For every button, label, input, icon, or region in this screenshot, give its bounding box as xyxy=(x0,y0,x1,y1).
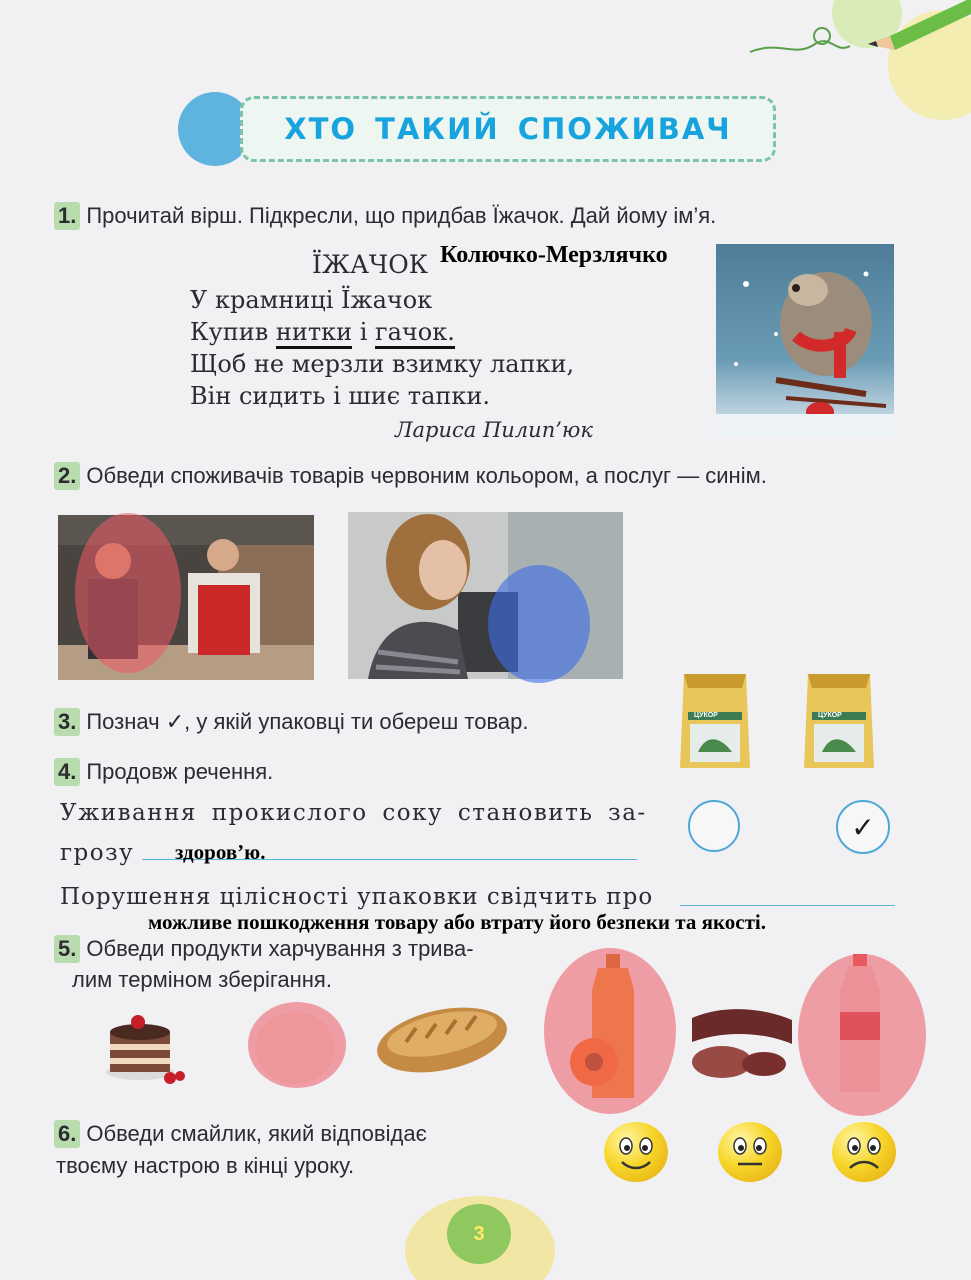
task-3-text-start: Познач xyxy=(86,709,166,734)
happy-smiley-face xyxy=(604,1122,668,1182)
page-title: ХТО ТАКИЙ СПОЖИВАЧ xyxy=(284,112,732,146)
sugar-package-right xyxy=(800,668,878,774)
task-6-number: 6. xyxy=(54,1120,80,1148)
sentence-1-line-1: Уживання прокислого соку становить за- xyxy=(60,800,647,826)
hedgehog-name-answer: Колючко-Мерзлячко xyxy=(440,242,668,268)
task-2-number: 2. xyxy=(54,462,80,490)
neutral-smiley-face xyxy=(718,1122,782,1182)
package-right-choice[interactable] xyxy=(836,800,890,854)
poem-author: Лариса Пилип’юк xyxy=(395,418,593,442)
poem-title: ЇЖАЧОК xyxy=(312,250,429,279)
poem-line-2 xyxy=(190,318,455,346)
cake-image xyxy=(100,1002,190,1088)
bread-image xyxy=(372,998,512,1078)
sentence-2: Порушення цілісності упаковки свідчить про xyxy=(60,884,654,910)
red-circle-water xyxy=(798,954,926,1116)
task-3-number: 3. xyxy=(54,708,80,736)
package-left-choice[interactable] xyxy=(688,800,740,852)
task-3-heading xyxy=(54,708,529,737)
sad-smiley-face xyxy=(832,1122,896,1182)
task-4-number: 4. xyxy=(54,758,80,786)
pencil-icon xyxy=(740,0,971,80)
task-1-text: Прочитай вірш. Підкресли, що придбав Їжачок. Дай йому ім’я. xyxy=(86,203,717,228)
task-1-heading xyxy=(54,202,716,230)
page-title-box xyxy=(240,96,776,162)
task-5-text-line-2: лим терміном зберігання. xyxy=(72,967,332,992)
page-number-badge xyxy=(447,1204,511,1264)
task-6-text-line-1: Обведи смайлик, який відповідає xyxy=(86,1121,427,1146)
red-circle-milk xyxy=(248,1002,346,1088)
poem-line-2-start: Купив xyxy=(190,318,276,346)
poem-line-4: Він сидить і шиє тапки. xyxy=(190,382,491,410)
task-5-text-line-1: Обведи продукти харчування з трива- xyxy=(86,936,474,961)
red-circle-customer xyxy=(75,513,181,673)
task-2-text: Обведи споживачів товарів червоним кольором, а послуг — синім. xyxy=(86,463,767,488)
sugar-label-left: ЦУКОР xyxy=(694,712,718,719)
task-2-heading xyxy=(54,462,767,490)
task-4-text: Продовж речення. xyxy=(86,759,274,784)
blue-circle-client xyxy=(488,565,590,683)
poem-line-3: Щоб не мерзли взимку лапки, xyxy=(190,350,575,378)
selected-check-icon: ✓ xyxy=(851,810,875,844)
task-6-heading xyxy=(54,1120,427,1148)
sugar-label-right: ЦУКОР xyxy=(818,712,842,719)
underlined-threads: нитки xyxy=(276,318,352,349)
task-5-heading xyxy=(54,935,474,963)
poem-line-2-and: і xyxy=(352,318,376,346)
answer-2-text: можливе пошкодження товару або втрату його безпеки та якості. xyxy=(148,910,767,934)
answer-1-text: здоров’ю. xyxy=(175,840,266,864)
poem-line-1: У крамниці Їжачок xyxy=(190,286,433,314)
answer-2-line[interactable] xyxy=(680,904,895,906)
underlined-hook: гачок. xyxy=(375,318,455,349)
task-5-number: 5. xyxy=(54,935,80,963)
task-3-text-end: , у якій упаковці ти обереш товар. xyxy=(184,709,529,734)
sentence-1-line-2: грозу xyxy=(60,840,135,866)
task-4-heading xyxy=(54,758,273,786)
sugar-package-left xyxy=(676,668,754,774)
sad-smiley-icon[interactable] xyxy=(832,1122,896,1182)
task-6-text-line-2: твоєму настрою в кінці уроку. xyxy=(56,1153,355,1178)
hedgehog-on-sled-image xyxy=(716,244,894,436)
page-number: 3 xyxy=(473,1222,485,1245)
checkmark-icon: ✓ xyxy=(165,710,185,735)
neutral-smiley-icon[interactable] xyxy=(718,1122,782,1182)
task-1-number: 1. xyxy=(54,202,80,230)
happy-smiley-icon[interactable] xyxy=(604,1122,668,1182)
sausage-image xyxy=(684,1000,798,1080)
red-circle-oil xyxy=(544,948,676,1114)
